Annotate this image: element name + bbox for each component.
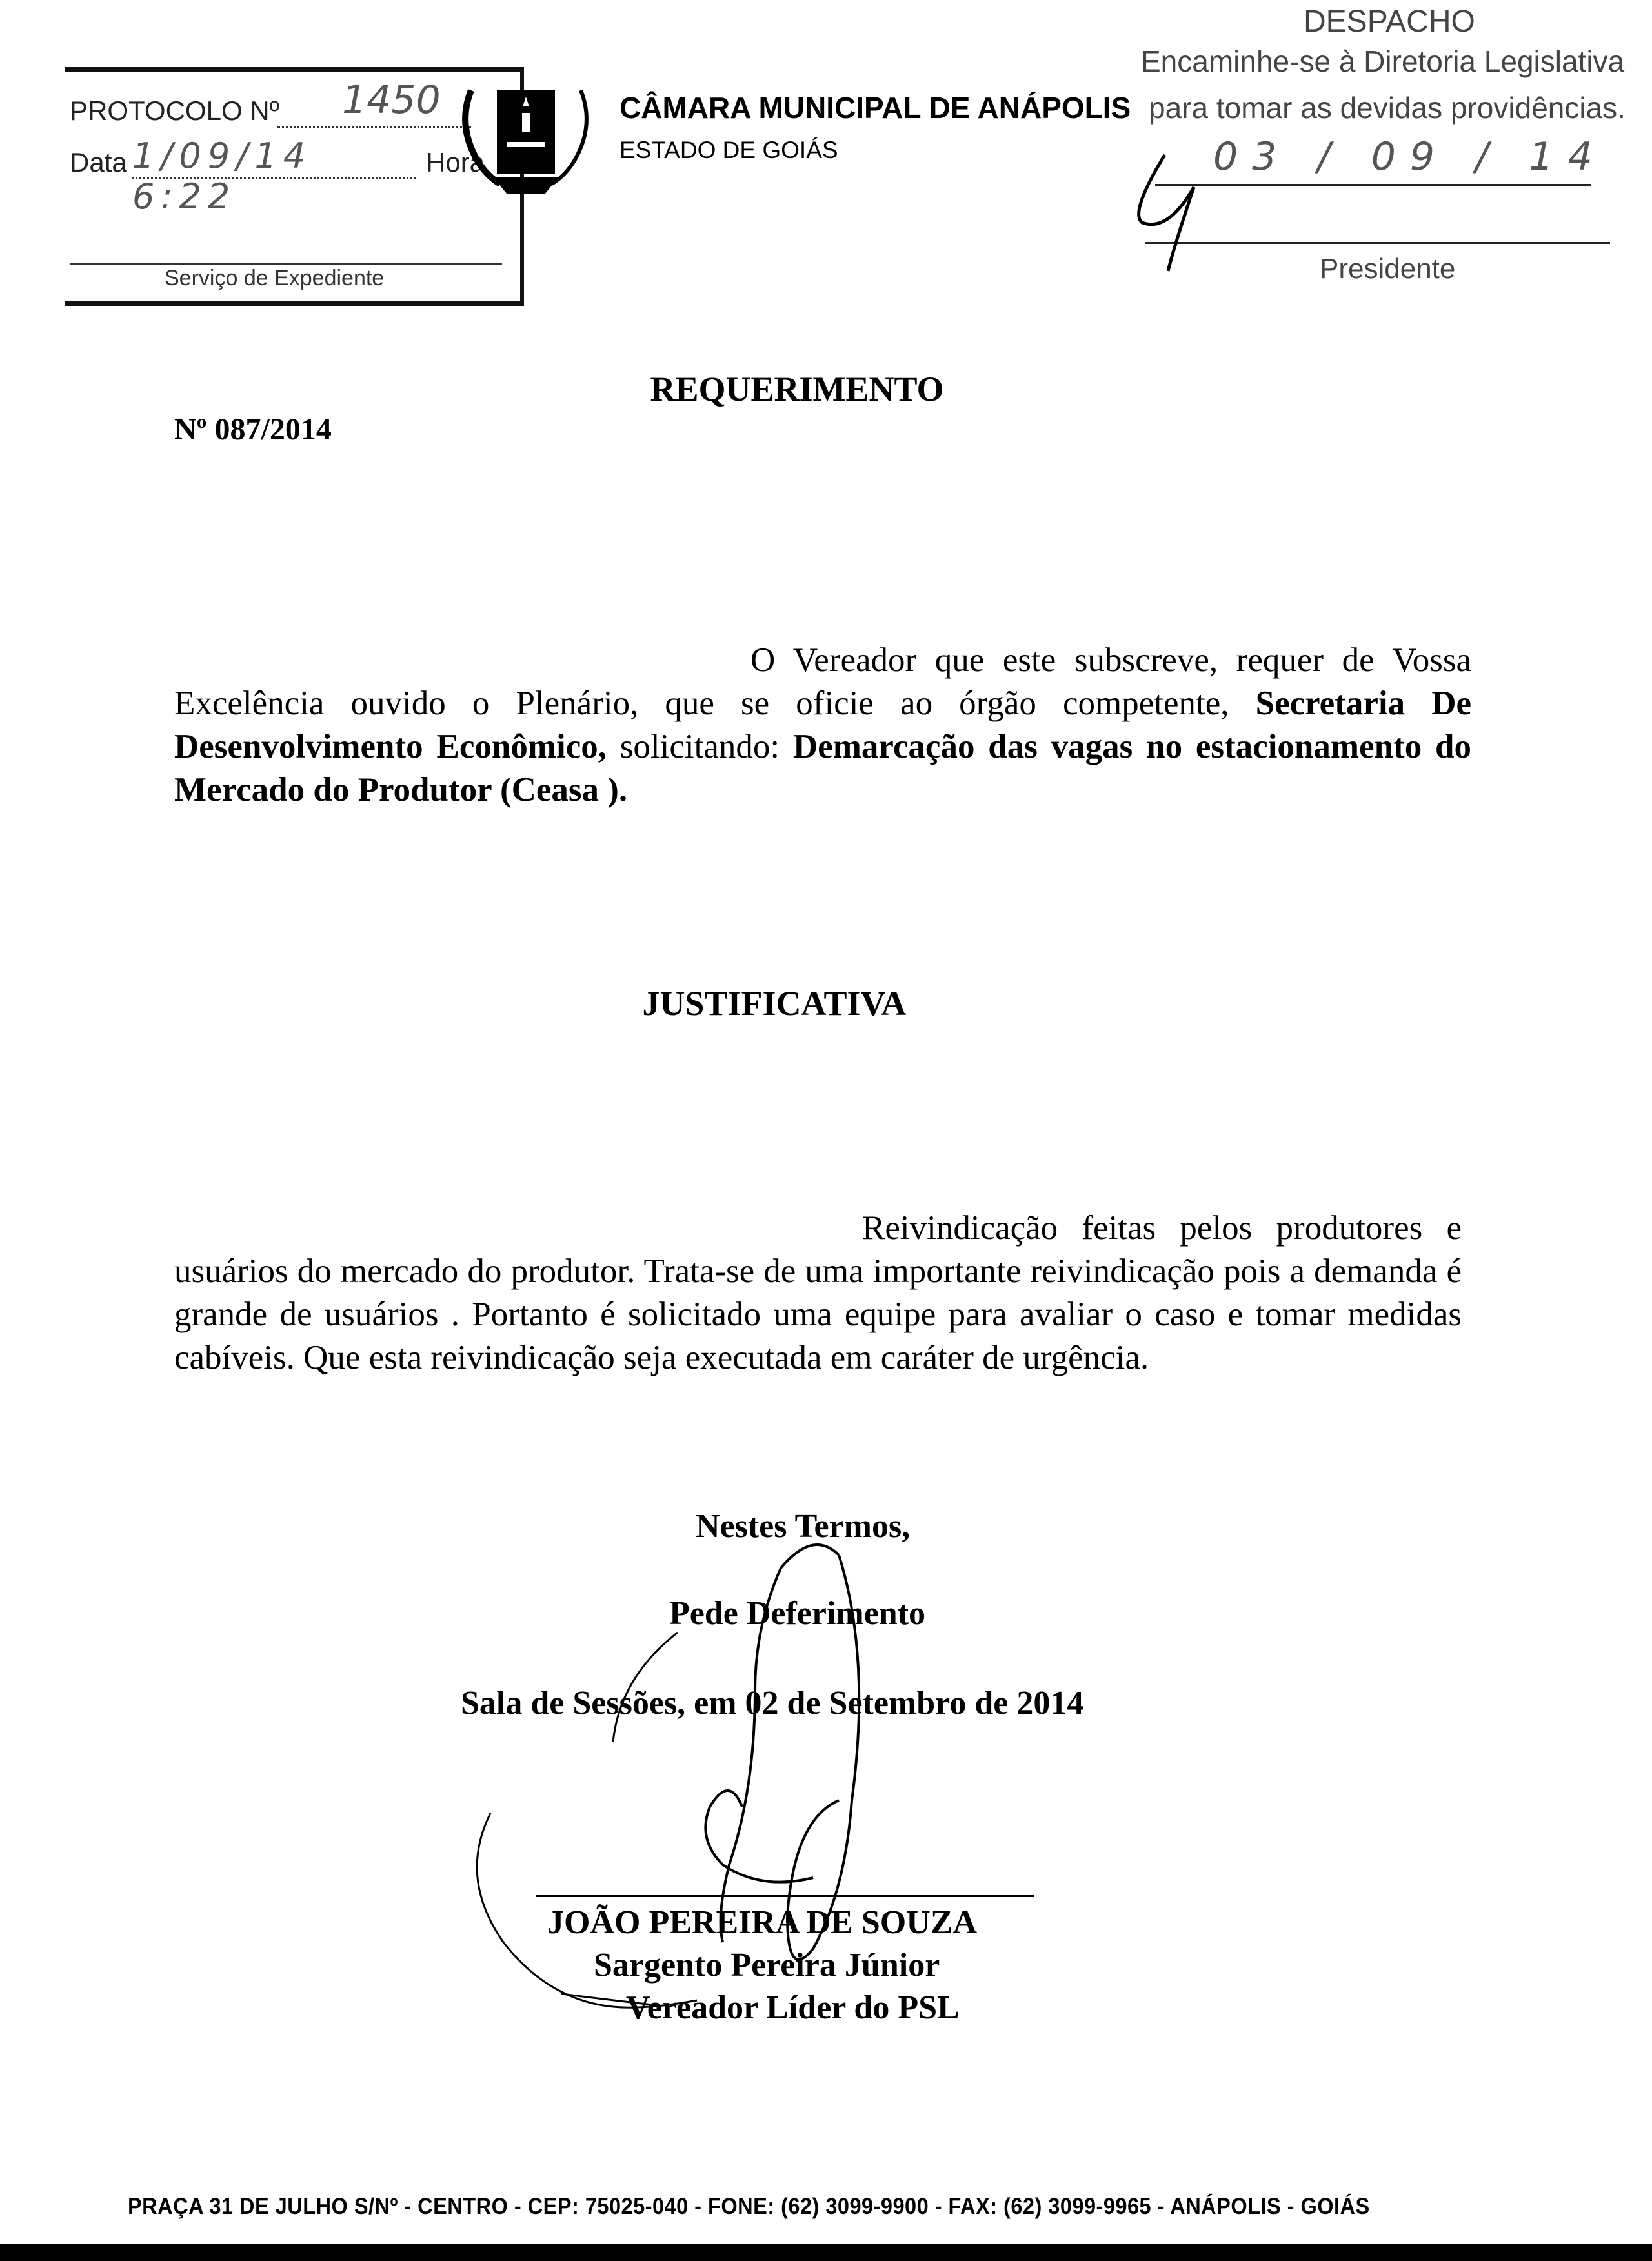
signer-alias: Sargento Pereira Júnior — [594, 1947, 940, 1984]
date-text: 1/09/14 — [132, 136, 312, 176]
signer-role: Vereador Líder do PSL — [626, 1989, 960, 2026]
despacho-line2: para tomar as devidas providências. — [1149, 91, 1626, 125]
protocol-number: 1450 — [342, 77, 441, 123]
document-number: Nº 087/2014 — [174, 412, 332, 447]
document-title: REQUERIMENTO — [650, 370, 944, 408]
footer-address: PRAÇA 31 DE JULHO S/Nº - CENTRO - CEP: 75025-040 - FONE: (62) 3099-9900 - FAX: (62) 3099-9965 - ANÁPOLIS - GOIÁS — [128, 2194, 1370, 2219]
councilor-signature — [452, 1529, 903, 2033]
closing-terms: Nestes Termos, — [696, 1508, 911, 1545]
closing-request: Pede Deferimento — [669, 1595, 926, 1632]
stamp-divider — [70, 263, 502, 265]
place-date: Sala de Sessões, em 02 de Setembro de 2014 — [461, 1685, 1084, 1722]
institution-name: CÂMARA MUNICIPAL DE ANÁPOLIS — [620, 91, 1131, 125]
despacho-signer: Presidente — [1320, 253, 1456, 285]
despacho-title: DESPACHO — [1304, 5, 1475, 39]
time-text: 6:22 — [132, 176, 237, 217]
protocol-label: PROTOCOLO Nº — [70, 95, 279, 126]
request-mid: solicitando: — [606, 728, 793, 765]
coat-of-arms-icon — [455, 71, 597, 200]
time-label: Hora — [426, 147, 485, 177]
date-value — [132, 136, 416, 217]
request-paragraph — [174, 639, 1471, 812]
protocol-number-line — [277, 126, 471, 128]
date-line — [132, 177, 416, 179]
signer-name: JOÃO PEREIRA DE SOUZA — [547, 1904, 977, 1941]
request-intro: O Vereador que este subscreve, requer de Vossa Excelência ouvido o Plenário, que se oficie ao órgão competente, — [174, 641, 1471, 722]
request-recipient: Secretaria De Desenvolvimento Econômico, — [174, 685, 1472, 765]
justification-title: JUSTIFICATIVA — [642, 984, 907, 1023]
state-name: ESTADO DE GOIÁS — [620, 137, 838, 163]
date-label: Data — [70, 147, 127, 177]
service-label: Serviço de Expediente — [165, 266, 385, 290]
despacho-line1: Encaminhe-se à Diretoria Legislativa — [1141, 45, 1625, 78]
request-subject: Demarcação das vagas no estacionamento do Mercado do Produtor (Ceasa ). — [174, 728, 1471, 809]
justification-paragraph: Reivindicação feitas pelos produtores e usuários do mercado do produtor. Trata-se de uma importante reivindicação pois a demanda é grande de usuários . Portanto é solicitado uma equipe para avaliar o caso e tomar medidas cabíveis. Que esta reivindicação seja executada em caráter de urgência. — [174, 1209, 1462, 1376]
president-signature — [1129, 148, 1258, 277]
bottom-border — [0, 2244, 1652, 2261]
despacho-date: 03 / 09 / 14 — [1213, 134, 1607, 179]
